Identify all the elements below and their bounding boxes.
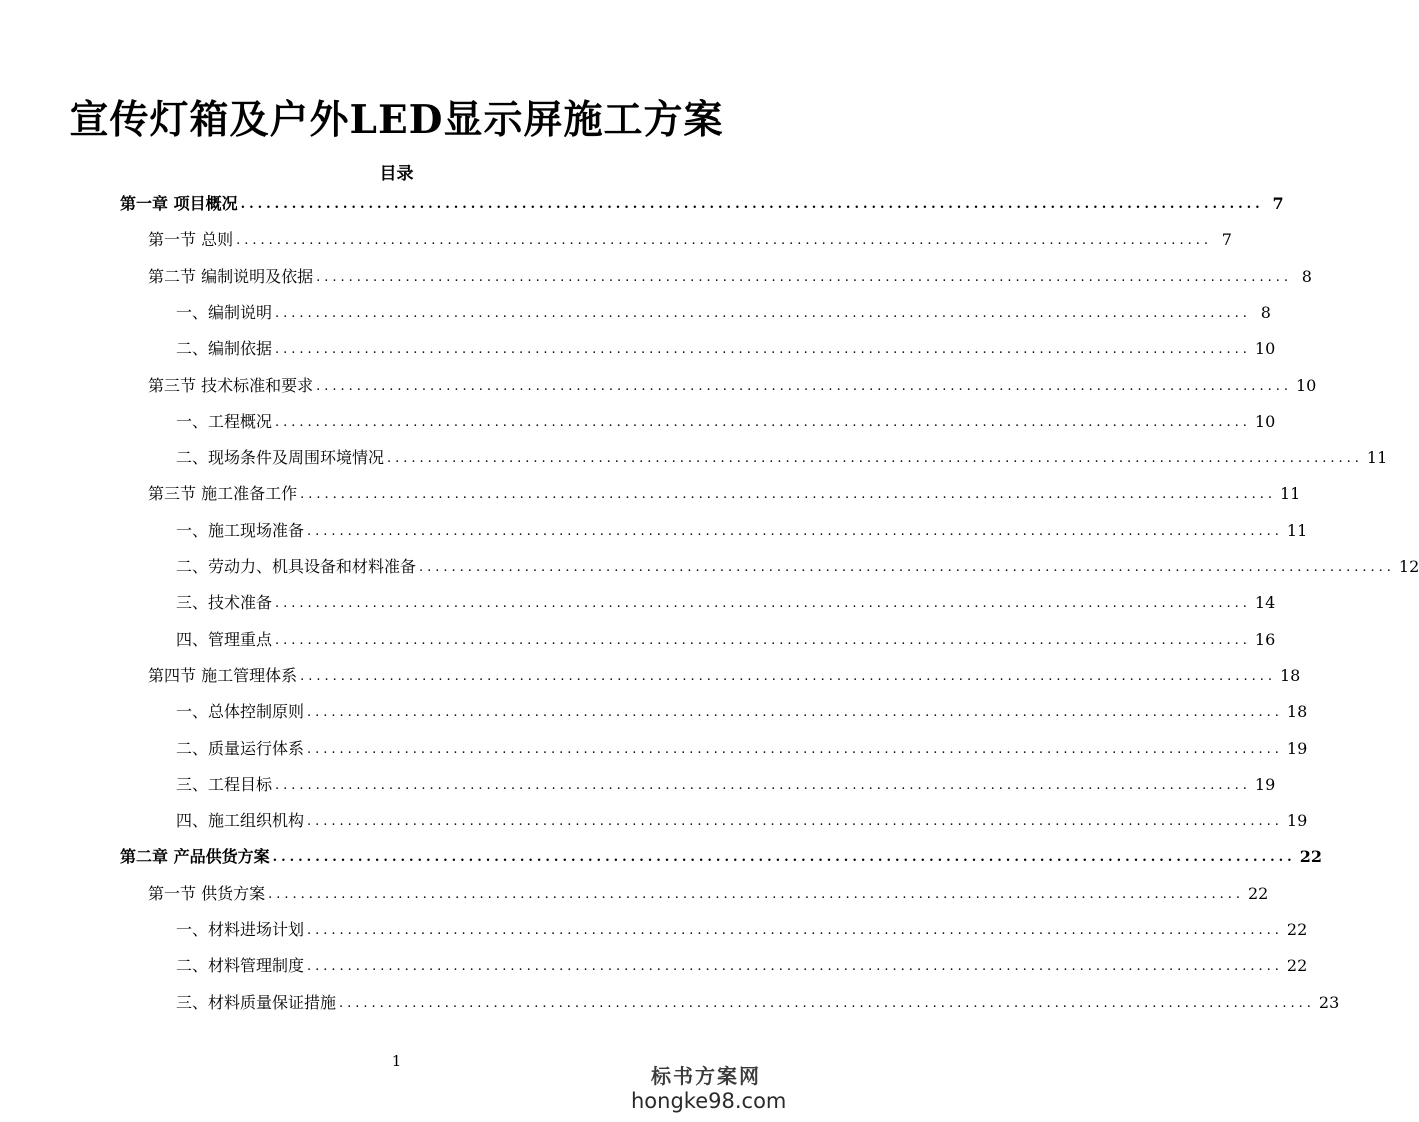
toc-subsection-entry[interactable] <box>176 403 1276 433</box>
toc-entry-page: 8 <box>1301 266 1312 286</box>
toc-entry-page: 11 <box>1279 484 1301 504</box>
toc-entry-page: 10 <box>1254 411 1276 431</box>
toc-dot-leader: ........................................................................................................................ <box>275 777 1251 793</box>
toc-subsection-entry[interactable] <box>176 802 1308 832</box>
toc-entry-page: 19 <box>1286 738 1308 758</box>
toc-entry-page: 7 <box>1221 230 1232 250</box>
toc-dot-leader: ........................................................................................................................ <box>339 995 1315 1011</box>
toc-dot-leader: ........................................................................................................................ <box>307 923 1283 938</box>
toc-dot-leader: ........................................................................................................................ <box>275 305 1251 321</box>
toc-chapter-entry[interactable] <box>120 185 1284 215</box>
toc-subsection-entry[interactable] <box>176 911 1308 941</box>
toc-entry-label: 第三节 施工准备工作 <box>148 484 298 504</box>
toc-entry-label: 三、技术准备 <box>176 593 273 613</box>
toc-entry-label: 四、管理重点 <box>176 629 273 649</box>
toc-section-entry[interactable] <box>148 657 1301 687</box>
toc-entry-label: 一、工程概况 <box>176 411 273 431</box>
toc-entry-label: 第三节 技术标准和要求 <box>148 375 314 395</box>
toc-entry-page: 7 <box>1272 194 1284 213</box>
toc-dot-leader: ........................................................................................................................ <box>419 560 1395 575</box>
toc-section-entry[interactable] <box>148 367 1317 397</box>
site-watermark <box>631 1064 787 1114</box>
toc-entry-page: 10 <box>1254 339 1276 359</box>
toc-subsection-entry[interactable] <box>176 330 1276 360</box>
toc-entry-label: 二、现场条件及周围环境情况 <box>176 448 385 468</box>
toc-subsection-entry[interactable] <box>176 621 1276 651</box>
toc-dot-leader: ........................................................................................................................ <box>316 269 1292 285</box>
toc-entry-page: 11 <box>1366 448 1388 468</box>
toc-subsection-entry[interactable] <box>176 548 1419 578</box>
toc-section-entry[interactable] <box>148 475 1301 505</box>
page-number: 1 <box>391 1052 402 1070</box>
toc-entry-label: 一、材料进场计划 <box>176 920 305 939</box>
toc-dot-leader: ........................................................................................................................ <box>268 886 1244 902</box>
toc-subsection-entry[interactable] <box>176 947 1308 977</box>
toc-subsection-entry[interactable] <box>176 512 1308 542</box>
toc-entry-label: 一、施工现场准备 <box>176 520 305 540</box>
toc-entry-label: 二、劳动力、机具设备和材料准备 <box>176 557 417 576</box>
toc-entry-page: 14 <box>1254 593 1276 613</box>
toc-entry-page: 22 <box>1286 920 1308 939</box>
toc-entry-label: 第二章 产品供货方案 <box>120 847 270 867</box>
toc-dot-leader: ........................................................................................................................ <box>275 342 1251 358</box>
toc-dot-leader: ........................................................................................................................ <box>275 414 1251 430</box>
toc-subsection-entry[interactable] <box>176 730 1308 760</box>
toc-entry-label: 二、材料管理制度 <box>176 956 305 976</box>
toc-entry-label: 三、材料质量保证措施 <box>176 992 337 1012</box>
watermark-url: hongke98.com <box>631 1089 787 1113</box>
toc-entry-page: 19 <box>1286 811 1308 831</box>
toc-entry-label: 第一章 项目概况 <box>120 194 238 213</box>
toc-entry-label: 第一节 总则 <box>148 230 234 250</box>
toc-subsection-entry[interactable] <box>176 766 1276 796</box>
toc-dot-leader: ........................................................................................................................ <box>316 378 1292 394</box>
toc-dot-leader: ........................................................................................................................ <box>307 814 1283 830</box>
toc-dot-leader: ........................................................................................................................ <box>272 850 1296 866</box>
toc-dot-leader: ........................................................................................................................ <box>300 487 1276 503</box>
document-title: 宣传灯箱及户外LED显示屏施工方案 <box>69 97 724 143</box>
toc-entry-label: 一、编制说明 <box>176 302 273 322</box>
toc-section-entry[interactable] <box>148 875 1269 905</box>
toc-entry-label: 第二节 编制说明及依据 <box>148 266 314 286</box>
toc-entry-page: 11 <box>1286 520 1308 540</box>
toc-dot-leader: ........................................................................................................................ <box>275 596 1251 612</box>
toc-entry-label: 二、编制依据 <box>176 339 273 359</box>
toc-entry-page: 12 <box>1398 557 1419 576</box>
toc-section-entry[interactable] <box>148 221 1232 251</box>
toc-dot-leader: ........................................................................................................................ <box>275 632 1251 648</box>
toc-dot-leader: ........................................................................................................................ <box>236 233 1212 249</box>
toc-entry-label: 第一节 供货方案 <box>148 883 266 903</box>
toc-dot-leader: ........................................................................................................................ <box>387 451 1363 467</box>
toc-entry-label: 二、质量运行体系 <box>176 738 305 758</box>
toc-dot-leader: ........................................................................................................................ <box>240 197 1264 212</box>
toc-entry-label: 一、总体控制原则 <box>176 702 305 722</box>
toc-entry-page: 10 <box>1295 375 1317 395</box>
toc-entry-page: 22 <box>1247 883 1269 903</box>
toc-entry-page: 19 <box>1254 774 1276 794</box>
toc-subsection-entry[interactable] <box>176 693 1308 723</box>
toc-dot-leader: ........................................................................................................................ <box>300 668 1276 684</box>
toc-entry-label: 三、工程目标 <box>176 774 273 794</box>
toc-entry-label: 四、施工组织机构 <box>176 811 305 831</box>
toc-entry-page: 16 <box>1254 629 1276 649</box>
toc-entry-page: 22 <box>1299 847 1322 867</box>
toc-dot-leader: ........................................................................................................................ <box>307 705 1283 721</box>
toc-chapter-entry[interactable] <box>120 838 1322 868</box>
toc-heading: 目录 <box>379 164 414 184</box>
toc-dot-leader: ........................................................................................................................ <box>307 523 1283 539</box>
toc-entry-label: 第四节 施工管理体系 <box>148 665 298 685</box>
toc-subsection-entry[interactable] <box>176 294 1271 324</box>
toc-dot-leader: ........................................................................................................................ <box>307 741 1283 757</box>
toc-dot-leader: ........................................................................................................................ <box>307 959 1283 975</box>
toc-entry-page: 22 <box>1286 956 1308 976</box>
toc-subsection-entry[interactable] <box>176 439 1388 469</box>
toc-section-entry[interactable] <box>148 258 1312 288</box>
toc-entry-page: 23 <box>1318 992 1340 1012</box>
toc-entry-page: 18 <box>1279 665 1301 685</box>
toc-subsection-entry[interactable] <box>176 984 1340 1014</box>
toc-subsection-entry[interactable] <box>176 584 1276 614</box>
toc-entry-page: 8 <box>1260 302 1271 322</box>
toc-entry-page: 18 <box>1286 702 1308 722</box>
watermark-title: 标书方案网 <box>651 1064 761 1088</box>
